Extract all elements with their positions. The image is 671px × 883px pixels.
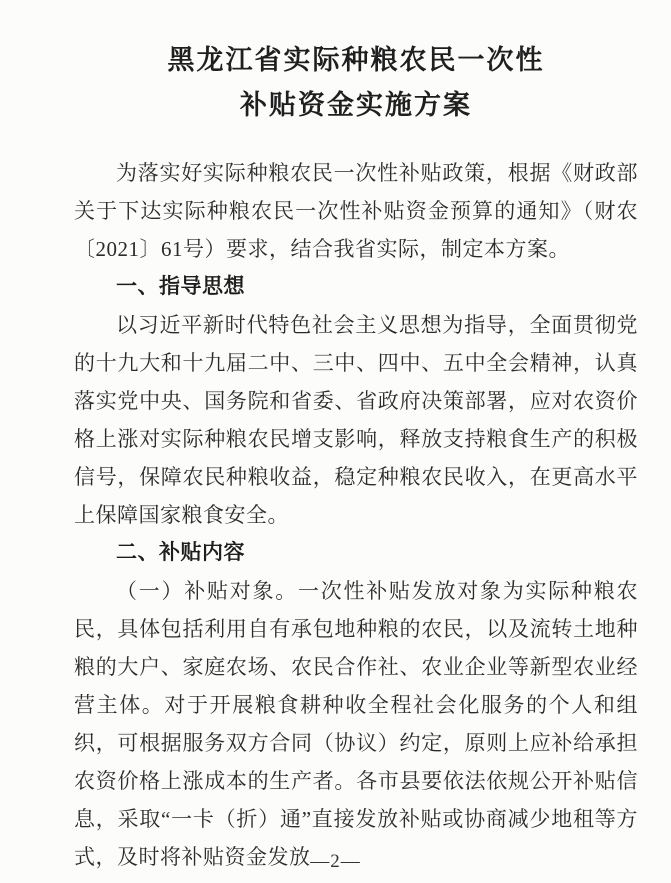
section-heading-guiding-ideology: 一、指导思想 <box>116 275 245 298</box>
section-1-paragraph: 以习近平新时代特色社会主义思想为指导，全面贯彻党的十九大和十九届二中、三中、四中、五中全会精神，认真落实党中央、国务院和省委、省政府决策部署，应对农资价格上涨对实际种粮农民增支影响，释放支持粮食生产的积极信号，保障农民种粮收益，稳定种粮农民收入，在更高水平上保障国家粮食安全。 <box>74 313 638 527</box>
document-title-line-1: 黑龙江省实际种粮农民一次性 <box>167 45 545 75</box>
document-content <box>74 38 638 876</box>
page-number: —2— <box>310 851 361 872</box>
section-2-paragraph: （一）补贴对象。一次性补贴发放对象为实际种粮农民，具体包括利用自有承包地种粮的农民，以及流转土地种粮的大户、家庭农场、农民合作社、农业企业等新型农业经营主体。对于开展粮食耕种收全程社会化服务的个人和组织，可根据服务双方合同（协议）约定，原则上应补给承担农资价格上涨成本的生产者。各市县要依法依规公开补贴信息，采取“一卡（折）通”直接发放补贴或协商减少地租等方式，及时将补贴资金发放 <box>74 579 638 869</box>
document-title-line-2: 补贴资金实施方案 <box>240 90 472 120</box>
document-title <box>74 38 638 128</box>
intro-paragraph: 为落实好实际种粮农民一次性补贴政策，根据《财政部关于下达实际种粮农民一次性补贴资金预算的通知》（财农〔2021〕61号）要求，结合我省实际，制定本方案。 <box>74 161 638 261</box>
section-heading-subsidy-content: 二、补贴内容 <box>116 541 245 564</box>
